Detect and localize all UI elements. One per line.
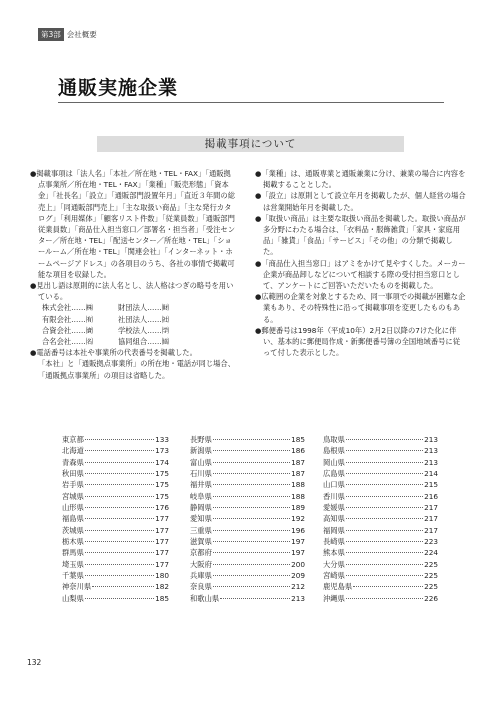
index-row [190, 445, 305, 456]
prefecture-name: 和歌山県 [190, 593, 220, 603]
index-row [323, 479, 438, 490]
page-ref: 177 [155, 514, 169, 524]
abbr-entry: 財団法人……㈶ [118, 303, 170, 313]
note-paragraph: ●掲載事項は「法人名」「本社／所在地・TEL・FAX」「通販拠点事業所／所在地・TEL・FAX」「業種」「販売形態」「資本金」「社長名」「設立」「通販部門設置年月」「直近３年間の総売上」「同通販部門売上」「主な取扱い商品」「主な発行カタログ」「利用媒体」「顧客リスト件数」「従業員数」「通販部門従業員数」「商品仕入担当窓口／部署名・担当者」「受注センター／所在地・TEL」「配送センター／所在地・TEL」「ショールーム／所在地・TEL」「関連会社」「インターネット・ホームページアドレス」の各項目のうち、各社の事情で掲載可能な項目を収録した。 [30, 169, 236, 279]
index-row [62, 581, 169, 592]
page-ref: 213 [291, 593, 305, 603]
dot-leader [213, 484, 290, 485]
dot-leader [346, 473, 423, 474]
running-header [38, 28, 97, 41]
index-row [190, 479, 305, 490]
prefecture-name: 京都府 [190, 548, 212, 558]
dot-leader [220, 598, 290, 599]
dot-leader [213, 462, 290, 463]
dot-leader [346, 450, 423, 451]
page-ref: 175 [155, 480, 169, 490]
dot-leader [213, 541, 290, 542]
dot-leader [346, 541, 423, 542]
note-paragraph: 「本社」と「通販拠点事業所」の所在地・電話が同じ場合、「通販拠点事業所」の項目は省略した。 [38, 359, 236, 380]
section-banner: 掲載事項について [97, 136, 404, 152]
index-row [62, 491, 169, 502]
prefecture-name: 愛媛県 [323, 503, 345, 513]
note-paragraph: ●郵便番号は1998年（平成10年）2月2日以降の7けた化に伴い、基本的に郵便局作成・新郵便番号簿の全国地域番号に従って付した表示とした。 [255, 325, 461, 358]
note-paragraph: ●「商品仕入担当窓口」はアミをかけて見やすくした。メーカー企業が商品卸しなどについて相談する際の受付担当窓口として、アンケートにご回答いただいたものを掲載した。 [255, 258, 466, 291]
index-row [190, 547, 305, 558]
dot-leader [346, 575, 423, 576]
prefecture-name: 愛知県 [190, 514, 212, 524]
dot-leader [213, 439, 290, 440]
prefecture-name: 宮崎県 [323, 571, 345, 581]
prefecture-name: 東京都 [62, 435, 84, 444]
prefecture-name: 福島県 [62, 514, 84, 524]
index-row [62, 559, 169, 570]
index-row [62, 445, 169, 456]
page-ref: 215 [424, 480, 438, 490]
prefecture-name: 大阪府 [190, 559, 212, 569]
prefecture-name: 高知県 [323, 514, 345, 524]
index-row [323, 491, 438, 502]
section-label: 会社概要 [66, 30, 97, 39]
dot-leader [346, 496, 423, 497]
page-ref: 182 [155, 582, 169, 592]
page-ref: 216 [424, 491, 438, 501]
index-row [62, 479, 169, 490]
page-ref: 197 [291, 548, 305, 558]
prefecture-index-column [62, 434, 169, 604]
page-ref: 174 [155, 457, 169, 467]
index-row [190, 491, 305, 502]
page-ref: 175 [155, 469, 169, 479]
page-ref: 176 [155, 503, 169, 513]
note-paragraph: ●「設立」は原則として設立年月を掲載したが、個人経営の場合は営業開始年月を掲載した。 [255, 191, 466, 212]
page-ref: 177 [155, 525, 169, 535]
index-row [62, 468, 169, 479]
index-row [62, 525, 169, 536]
prefecture-name: 群馬県 [62, 548, 84, 558]
dot-leader [85, 473, 154, 474]
page-ref: 223 [424, 537, 438, 547]
index-row [190, 570, 305, 581]
dot-leader [213, 530, 290, 531]
index-row [323, 468, 438, 479]
prefecture-name: 山梨県 [62, 593, 84, 603]
prefecture-name: 鳥取県 [323, 435, 345, 444]
note-paragraph: ●見出し語は原則的に法人名とし、法人格はつぎの略号を用いている。 [30, 281, 234, 302]
index-row [190, 581, 305, 592]
prefecture-name: 神奈川県 [62, 582, 92, 592]
index-row [323, 536, 438, 547]
page-ref: 224 [424, 548, 438, 558]
dot-leader [346, 507, 423, 508]
page-title: 通販実施企業 [58, 77, 179, 99]
index-row [190, 559, 305, 570]
index-row [190, 457, 305, 468]
prefecture-name: 富山県 [190, 457, 212, 467]
left-text-column [30, 168, 237, 381]
index-row [190, 502, 305, 513]
page-ref: 177 [155, 559, 169, 569]
dot-leader [213, 518, 290, 519]
index-row [323, 559, 438, 570]
page-ref: 185 [155, 593, 169, 603]
page-ref: 225 [424, 571, 438, 581]
dot-leader [353, 586, 423, 587]
dot-leader [346, 530, 423, 531]
index-row [190, 468, 305, 479]
prefecture-name: 沖縄県 [323, 593, 345, 603]
dot-leader [346, 439, 423, 440]
page-ref: 217 [424, 503, 438, 513]
index-row [62, 536, 169, 547]
page-ref: 226 [424, 593, 438, 603]
prefecture-name: 新潟県 [190, 446, 212, 456]
prefecture-name: 香川県 [323, 491, 345, 501]
abbr-entry: 社団法人……㈳ [118, 314, 170, 324]
prefecture-name: 大分県 [323, 559, 345, 569]
index-row [62, 457, 169, 468]
page-ref: 217 [424, 525, 438, 535]
page-ref: 214 [424, 469, 438, 479]
page-ref: 212 [291, 582, 305, 592]
prefecture-name: 福岡県 [323, 525, 345, 535]
prefecture-name: 秋田県 [62, 469, 84, 479]
prefecture-name: 兵庫県 [190, 571, 212, 581]
dot-leader [213, 564, 290, 565]
page-ref: 180 [155, 571, 169, 581]
dot-leader [213, 507, 290, 508]
title-underline [58, 102, 444, 103]
dot-leader [346, 564, 423, 565]
prefecture-name: 北海道 [62, 446, 84, 456]
dot-leader [85, 439, 154, 440]
index-row [323, 547, 438, 558]
index-row [323, 581, 438, 592]
page-ref: 217 [424, 514, 438, 524]
prefecture-name: 鹿児島県 [323, 582, 353, 592]
prefecture-name: 滋賀県 [190, 537, 212, 547]
dot-leader [85, 598, 154, 599]
prefecture-name: 山形県 [62, 503, 84, 513]
index-row [190, 513, 305, 524]
prefecture-name: 奈良県 [190, 582, 212, 592]
dot-leader [85, 541, 154, 542]
index-row [190, 593, 305, 604]
prefecture-name: 石川県 [190, 469, 212, 479]
prefecture-name: 長崎県 [323, 537, 345, 547]
note-paragraph: ●電話番号は本社や事業所の代表番号を掲載した。 [30, 348, 197, 358]
index-row [323, 570, 438, 581]
index-row [62, 502, 169, 513]
prefecture-name: 青森県 [62, 457, 84, 467]
abbr-entry: 有限会社……㈲ [42, 314, 94, 324]
dot-leader [213, 575, 290, 576]
abbr-entry: 合資会社……㈾ [42, 325, 94, 335]
dot-leader [346, 598, 423, 599]
dot-leader [85, 518, 154, 519]
prefecture-name: 岡山県 [323, 457, 345, 467]
dot-leader [92, 586, 154, 587]
page-ref: 177 [155, 548, 169, 558]
prefecture-name: 千葉県 [62, 571, 84, 581]
page-ref: 225 [424, 559, 438, 569]
index-row [323, 593, 438, 604]
dot-leader [85, 462, 154, 463]
dot-leader [346, 484, 423, 485]
index-row [190, 536, 305, 547]
page-ref: 187 [291, 469, 305, 479]
prefecture-name: 三重県 [190, 525, 212, 535]
index-row [323, 513, 438, 524]
page-ref: 209 [291, 571, 305, 581]
prefecture-name: 宮城県 [62, 491, 84, 501]
index-row [62, 434, 169, 445]
page-ref: 177 [155, 537, 169, 547]
index-row [62, 547, 169, 558]
abbr-entry: 合名会社……㈴ [42, 337, 94, 347]
dot-leader [85, 507, 154, 508]
index-row [323, 445, 438, 456]
prefecture-name: 茨城県 [62, 525, 84, 535]
index-row [62, 570, 169, 581]
dot-leader [85, 484, 154, 485]
page-ref: 185 [291, 435, 305, 444]
index-row [190, 434, 305, 445]
abbr-entry: 株式会社……㈱ [42, 303, 94, 313]
page-ref: 225 [424, 582, 438, 592]
page-ref: 173 [155, 446, 169, 456]
dot-leader [85, 496, 154, 497]
prefecture-index-column [323, 434, 438, 604]
prefecture-name: 島根県 [323, 446, 345, 456]
page-ref: 188 [291, 491, 305, 501]
dot-leader [346, 552, 423, 553]
page-ref: 213 [424, 435, 438, 444]
page-ref: 213 [424, 446, 438, 456]
prefecture-name: 長野県 [190, 435, 212, 444]
prefecture-name: 広島県 [323, 469, 345, 479]
dot-leader [85, 530, 154, 531]
prefecture-name: 岐阜県 [190, 491, 212, 501]
note-paragraph: ●広範囲の企業を対象とするため、同一事項での掲載が困難な企業もあり、その特殊性に沿って掲載事項を変更したものもある。 [255, 292, 466, 324]
dot-leader [346, 518, 423, 519]
note-paragraph: ●「業種」は、通販専業と通販兼業に分け、兼業の場合に内容を掲載することとした。 [255, 169, 466, 190]
note-paragraph: ●「取扱い商品」は主要な取扱い商品を掲載した。取扱い商品が多分野にわたる場合は、「衣料品・服飾雑貨」「家具・家庭用品」「雑貨」「食品」「サービス」「その他」の分類で掲載した。 [255, 213, 466, 257]
index-row [323, 502, 438, 513]
corporate-type-abbreviations [30, 302, 237, 347]
page-ref: 188 [291, 480, 305, 490]
page-ref: 186 [291, 446, 305, 456]
prefecture-name: 静岡県 [190, 503, 212, 513]
dot-leader [213, 586, 290, 587]
page-ref: 192 [291, 514, 305, 524]
part-label: 第3部 [38, 28, 64, 41]
dot-leader [213, 473, 290, 474]
page-ref: 133 [155, 435, 169, 444]
index-row [323, 457, 438, 468]
prefecture-name: 福井県 [190, 480, 212, 490]
dot-leader [346, 462, 423, 463]
dot-leader [85, 564, 154, 565]
page-ref: 196 [291, 525, 305, 535]
page-ref: 175 [155, 491, 169, 501]
prefecture-name: 栃木県 [62, 537, 84, 547]
abbr-entry: 学校法人……㈻ [118, 325, 170, 335]
dot-leader [213, 496, 290, 497]
page-ref: 213 [424, 457, 438, 467]
dot-leader [85, 575, 154, 576]
prefecture-name: 埼玉県 [62, 559, 84, 569]
index-row [190, 525, 305, 536]
index-row [323, 525, 438, 536]
index-row [62, 513, 169, 524]
right-text-column [255, 168, 467, 358]
page-ref: 200 [291, 559, 305, 569]
index-row [323, 434, 438, 445]
page-ref: 197 [291, 537, 305, 547]
prefecture-name: 熊本県 [323, 548, 345, 558]
dot-leader [213, 552, 290, 553]
prefecture-name: 山口県 [323, 480, 345, 490]
dot-leader [85, 552, 154, 553]
page-ref: 187 [291, 457, 305, 467]
prefecture-name: 岩手県 [62, 480, 84, 490]
dot-leader [85, 450, 154, 451]
abbr-entry: 協同組合……㈿ [118, 337, 170, 347]
page-ref: 189 [291, 503, 305, 513]
index-row [62, 593, 169, 604]
prefecture-index-column [190, 434, 305, 604]
page-number: 132 [27, 658, 42, 667]
dot-leader [213, 450, 290, 451]
